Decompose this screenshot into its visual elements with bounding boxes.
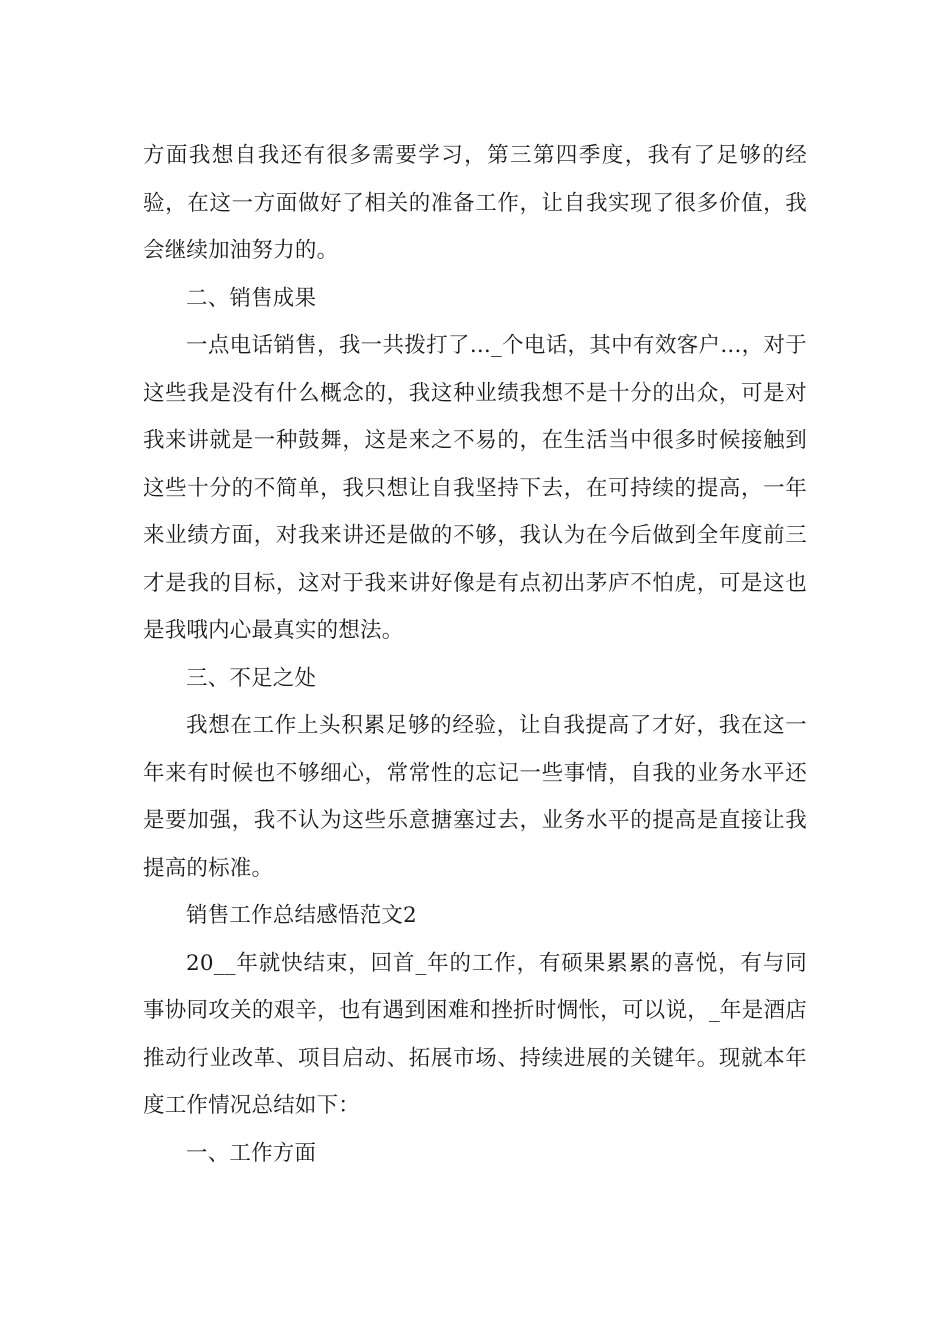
section-heading-shortcomings: 三、不足之处: [186, 665, 317, 691]
paragraph-continuation: 方面我想自我还有很多需要学习，第三第四季度，我有了足够的经验，在这一方面做好了相关的准备工作，让自我实现了很多价值，我会继续加油努力的。: [143, 143, 807, 263]
document-body: [143, 132, 807, 1177]
section-heading-sales-results: 二、销售成果: [186, 285, 317, 311]
paragraph-year-review: 20__年就快结束，回首_年的工作，有硕果累累的喜悦，有与同事协同攻关的艰辛，也有遇到困难和挫折时惆怅，可以说，_年是酒店推动行业改革、项目启动、拓展市场、持续进展的关键年。现就本年度工作情况总结如下：: [143, 950, 807, 1118]
paragraph-shortcomings: 我想在工作上头积累足够的经验，让自我提高了才好，我在这一年来有时候也不够细心，常常性的忘记一些事情，自我的业务水平还是要加强，我不认为这些乐意搪塞过去，业务水平的提高是直接让我提高的标准。: [143, 713, 807, 881]
article-title-2: 销售工作总结感悟范文2: [186, 903, 417, 928]
paragraph-sales-results: 一点电话销售，我一共拨打了..._个电话，其中有效客户...，对于这些我是没有什么概念的，我这种业绩我想不是十分的出众，可是对我来讲就是一种鼓舞，这是来之不易的，在生活当中很多时候接触到这些十分的不简单，我只想让自我坚持下去，在可持续的提高，一年来业绩方面，对我来讲还是做的不够，我认为在今后做到全年度前三才是我的目标，这对于我来讲好像是有点初出茅庐不怕虎，可是这也是我哦内心最真实的想法。: [143, 333, 807, 643]
section-heading-work: 一、工作方面: [186, 1140, 317, 1166]
